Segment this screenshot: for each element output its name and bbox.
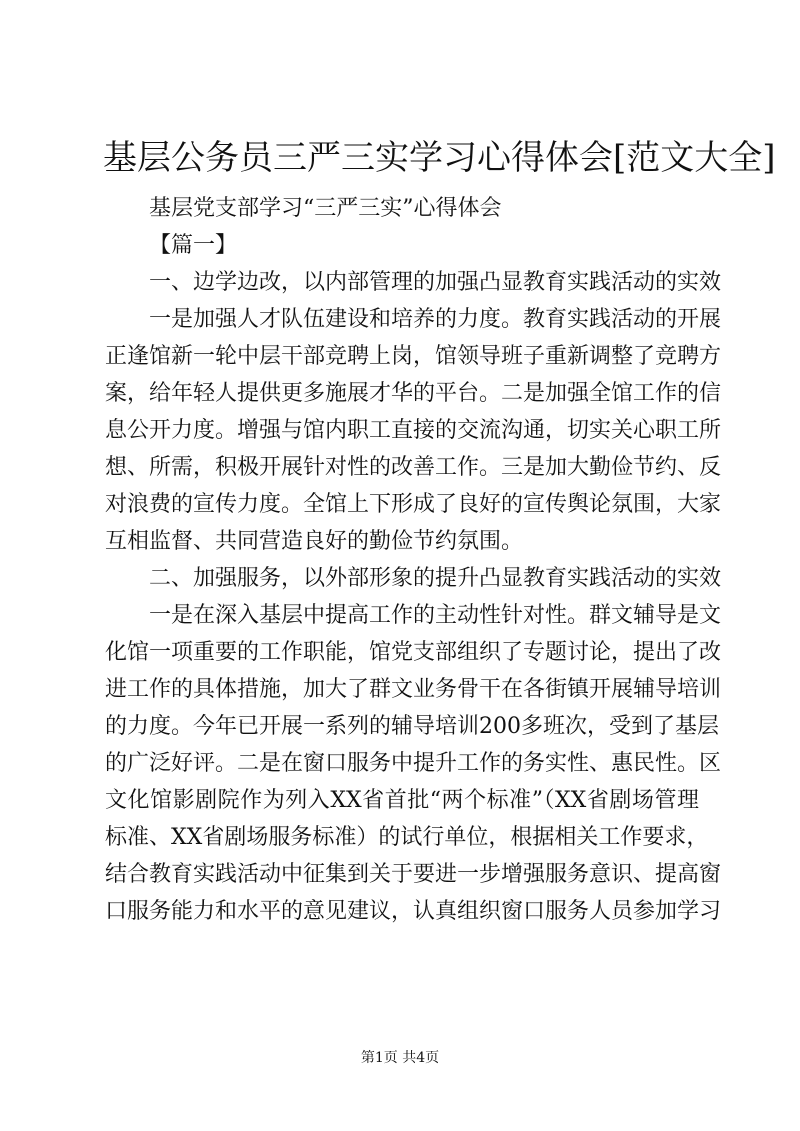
body-line: 文化馆影剧院作为列入XX省首批“两个标准”（XX省剧场管理 [105,788,699,813]
body-line: 二、加强服务，以外部形象的提升凸显教育实践活动的实效 [149,566,722,591]
page-footer: 第1页 共4页 [360,1050,440,1066]
body-line: 标准、XX省剧场服务标准）的试行单位，根据相关工作要求， [105,825,709,850]
body-line: 想、所需，积极开展针对性的改善工作。三是加大勤俭节约、反 [105,455,722,480]
document-title: 基层公务员三严三实学习心得体会[范文大全] [103,138,776,178]
body-line: 一、边学边改，以内部管理的加强凸显教育实践活动的实效 [149,270,722,295]
body-line: 案，给年轻人提供更多施展才华的平台。二是加强全馆工作的信 [105,381,722,406]
body-line: 的力度。今年已开展一系列的辅导培训200多班次，受到了基层 [105,714,719,739]
body-line: 对浪费的宣传力度。全馆上下形成了良好的宣传舆论氛围，大家 [105,492,722,517]
body-line: 基层党支部学习“三严三实”心得体会 [149,196,502,221]
body-line: 化馆一项重要的工作职能，馆党支部组织了专题讨论，提出了改 [105,640,722,665]
body-line: 一是加强人才队伍建设和培养的力度。教育实践活动的开展 [149,307,722,332]
body-line: 互相监督、共同营造良好的勤俭节约氛围。 [105,529,524,554]
body-line: 一是在深入基层中提高工作的主动性针对性。群文辅导是文 [149,603,722,628]
body-line: 的广泛好评。二是在窗口服务中提升工作的务实性、惠民性。区 [105,751,722,776]
body-line: 正逢馆新一轮中层干部竞聘上岗，馆领导班子重新调整了竞聘方 [105,344,722,369]
body-line: 结合教育实践活动中征集到关于要进一步增强服务意识、提高窗 [105,862,722,887]
body-line: 【篇一】 [149,233,238,258]
body-line: 息公开力度。增强与馆内职工直接的交流沟通，切实关心职工所 [105,418,722,443]
body-line: 口服务能力和水平的意见建议，认真组织窗口服务人员参加学习 [105,899,722,924]
body-line: 进工作的具体措施，加大了群文业务骨干在各街镇开展辅导培训 [105,677,722,702]
document-body [105,190,722,930]
